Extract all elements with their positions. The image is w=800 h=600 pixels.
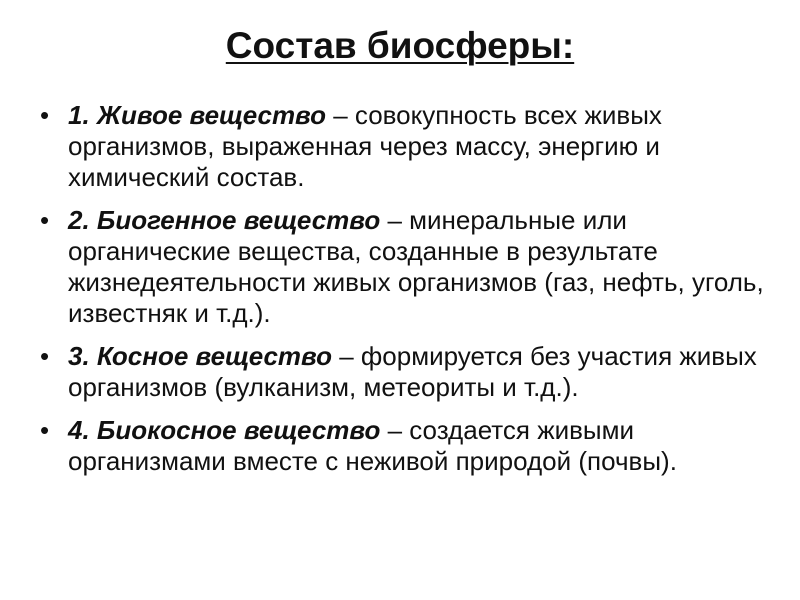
item-text: – минеральные или органические вещества, созданные в результате жизнедеятельности живых организмов (газ, нефть, уголь, известняк и т.д.).	[68, 205, 764, 328]
item-term: 3. Косное вещество	[68, 341, 332, 371]
item-text: – формируется без участия живых организмов (вулканизм, метеориты и т.д.).	[68, 341, 757, 402]
list-item-biogenic-matter	[40, 205, 780, 329]
slide-title: Состав биосферы:	[225, 25, 575, 66]
bullet-icon: •	[40, 205, 50, 235]
list-item-inert-matter	[40, 341, 780, 403]
item-text: – создается живыми организмами вместе с неживой природой (почвы).	[68, 415, 677, 476]
item-term: 2. Биогенное вещество	[68, 205, 381, 235]
item-term: 4. Биокосное вещество	[68, 415, 381, 445]
list-item-living-matter	[40, 100, 780, 193]
bullet-icon: •	[40, 415, 50, 445]
item-term: 1. Живое вещество	[68, 100, 326, 130]
bullet-icon: •	[40, 341, 50, 371]
bullet-icon: •	[40, 100, 50, 130]
bullet-list	[40, 100, 780, 489]
list-item-bioinert-matter	[40, 415, 780, 477]
item-text: – совокупность всех живых организмов, выраженная через массу, энергию и химический состав.	[68, 100, 662, 192]
